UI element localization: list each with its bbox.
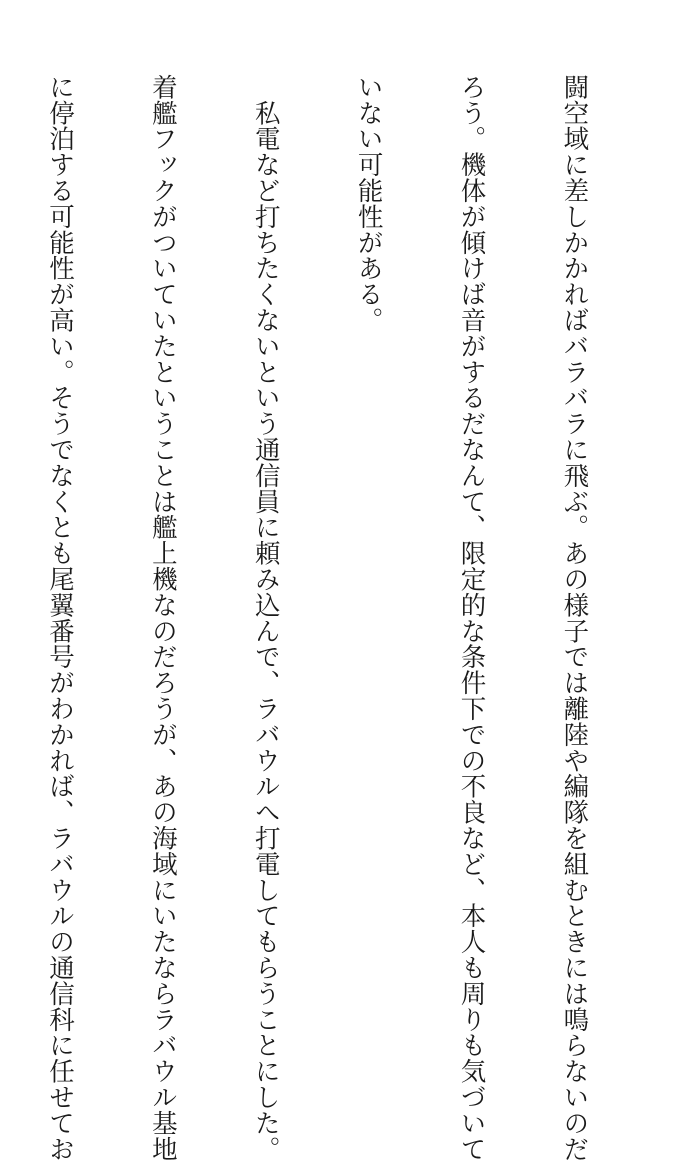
text-line: 闘空域に差しかかればバラバラに飛ぶ。あの様子では離陸や編隊を組むときには鳴らないのだ (559, 74, 590, 1162)
text-line: 着艦フックがついていたということは艦上機なのだろうが、あの海域にいたならラバウル基地 (147, 74, 178, 1162)
vertical-text-body (40, 74, 660, 1162)
text-line: いない可能性がある。 (353, 74, 384, 333)
text-line: 私電など打ちたくないという通信員に頼み込んで、ラバウルへ打電してもらうことにした。 (250, 74, 281, 1162)
text-line: ろう。機体が傾けば音がするだなんて、限定的な条件下での不良など、本人も周りも気づいて (456, 74, 487, 1162)
text-line: に停泊する可能性が高い。そうでなくとも尾翼番号がわかれば、ラバウルの通信科に任せてお (44, 74, 75, 1162)
